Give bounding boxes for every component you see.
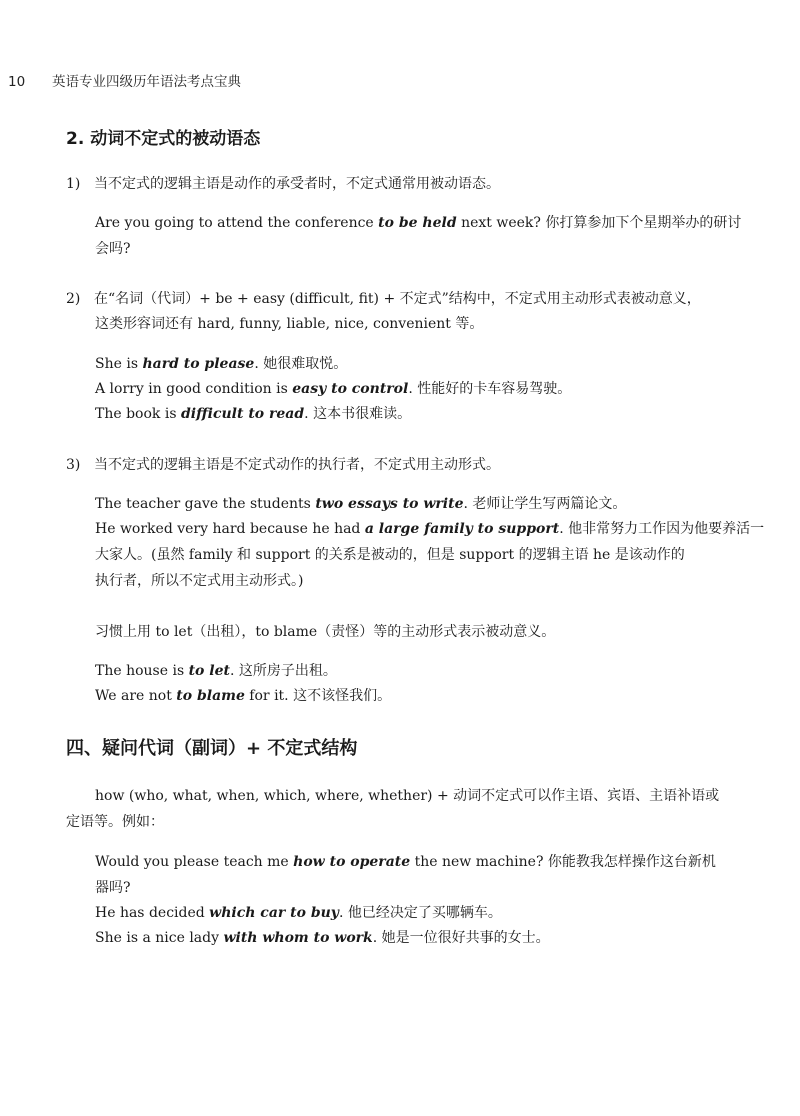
book-title: 英语专业四级历年语法考点宝典 (52, 74, 241, 90)
example-translation: . 她很难取悦。 (254, 356, 348, 372)
rule-3-text: 当不定式的逻辑主语是不定式动作的执行者，不定式用主动形式。 (94, 457, 500, 473)
example-emphasis: with whom to work (223, 930, 373, 946)
example-text: She is a nice lady (95, 930, 224, 946)
example-emphasis: a large family to support (364, 521, 560, 537)
example-translation: . 这本书很难读。 (304, 406, 412, 422)
rule-2-example-2 (95, 377, 571, 401)
example-emphasis: easy to control (292, 381, 409, 397)
example-emphasis: to be held (378, 215, 457, 231)
example-translation: . 他非常努力工作因为他要养活一 (559, 521, 765, 537)
section-2-title: 2. 动词不定式的被动语态 (66, 129, 261, 149)
example-translation: for it. 这不该怪我们。 (244, 688, 392, 704)
example-translation: . 他已经决定了买哪辆车。 (338, 905, 502, 921)
rule-3 (66, 453, 500, 477)
page-number: 10 (8, 74, 26, 90)
section-4-intro: how (who, what, when, which, where, whether) + 动词不定式可以作主语、宾语、主语补语或 (95, 788, 720, 804)
rule-2-example-1 (95, 352, 347, 376)
section-4-intro-cont: 定语等。例如： (66, 814, 164, 830)
rule-2-number: 2) (66, 291, 81, 307)
rule-1-number: 1) (66, 176, 81, 192)
example-text: The house is (95, 663, 189, 679)
example-text: We are not (95, 688, 177, 704)
example-translation: . 她是一位很好共事的女士。 (372, 930, 550, 946)
page-header (8, 70, 241, 90)
example-text: Are you going to attend the conference (95, 215, 379, 231)
example-text: She is (95, 356, 143, 372)
habit-note: 习惯上用 to let（出租），to blame（责怪）等的主动形式表示被动意义。 (95, 624, 556, 640)
rule-3-example-2-note: 大家人。(虽然 family 和 support 的关系是被动的，但是 support 的逻辑主语 he 是该动作的 (95, 547, 685, 563)
example-translation: . 性能好的卡车容易驾驶。 (408, 381, 572, 397)
example-translation: . 这所房子出租。 (229, 663, 337, 679)
section-4-example-3 (95, 926, 550, 950)
rule-2 (66, 287, 701, 311)
example-text: He worked very hard because he had (95, 521, 365, 537)
rule-1-example-1-cont: 会吗? (95, 241, 131, 257)
rule-3-number: 3) (66, 457, 81, 473)
section-4-example-1 (95, 850, 716, 874)
rule-2-text: 在“名词（代词）+ be + easy (difficult, fit) + 不定式”结构中，不定式用主动形式表被动意义， (94, 291, 701, 307)
rule-1-text: 当不定式的逻辑主语是动作的承受者时，不定式通常用被动语态。 (94, 176, 500, 192)
example-translation: the new machine? 你能教我怎样操作这台新机 (410, 854, 716, 870)
example-emphasis: two essays to write (315, 496, 464, 512)
rule-1-example-1 (95, 211, 741, 235)
example-emphasis: how to operate (293, 854, 411, 870)
example-emphasis: hard to please (142, 356, 255, 372)
example-text: A lorry in good condition is (95, 381, 293, 397)
rule-3-example-1 (95, 492, 626, 516)
example-text: The book is (95, 406, 181, 422)
rule-3-example-2-note-cont: 执行者，所以不定式用主动形式。) (95, 573, 304, 589)
example-text: The teacher gave the students (95, 496, 316, 512)
section-4-example-2 (95, 901, 502, 925)
example-translation: next week? 你打算参加下个星期举办的研讨 (456, 215, 742, 231)
rule-3-example-2 (95, 517, 764, 541)
example-text: He has decided (95, 905, 210, 921)
rule-2-text-cont: 这类形容词还有 hard, funny, liable, nice, convenient 等。 (95, 316, 484, 332)
example-text: Would you please teach me (95, 854, 294, 870)
section-4-example-1-cont: 器吗? (95, 880, 131, 896)
rule-3-example-3 (95, 659, 337, 683)
example-translation: . 老师让学生写两篇论文。 (463, 496, 627, 512)
example-emphasis: difficult to read (180, 406, 305, 422)
section-4-title: 四、疑问代词（副词）+ 不定式结构 (66, 738, 358, 759)
rule-1 (66, 172, 500, 196)
example-emphasis: which car to buy (209, 905, 339, 921)
rule-2-example-3 (95, 402, 411, 426)
example-emphasis: to let (188, 663, 230, 679)
rule-3-example-4 (95, 684, 391, 708)
example-emphasis: to blame (176, 688, 245, 704)
